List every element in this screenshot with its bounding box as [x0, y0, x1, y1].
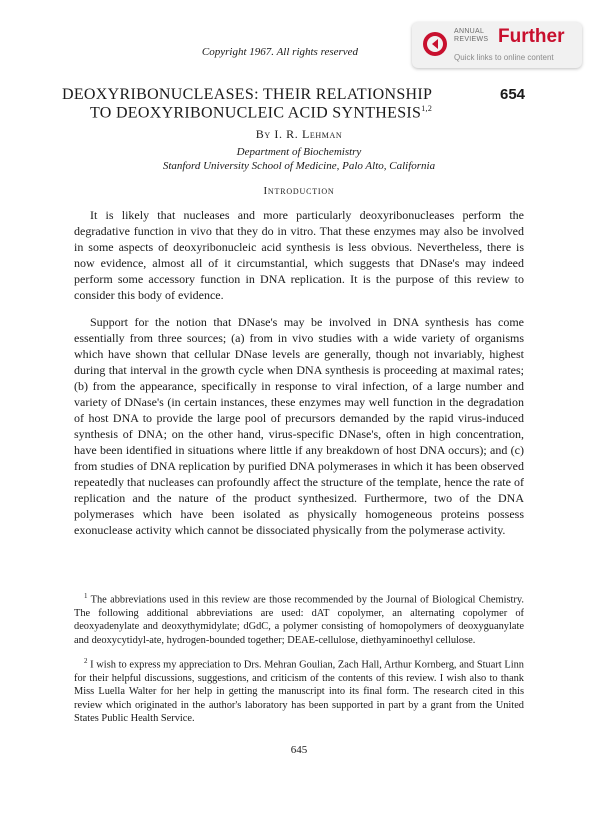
body-paragraph-1 [74, 207, 524, 303]
footnote-1-text: The abbreviations used in this review are those recommended by the Journal of Biological Chemistry. The following additional abbreviations are used: dAT copolymer, an alternating copolymer of deoxyadenylate and deoxythymidylate; dGdC, a polymer consisting of homopolymers of deoxyguanylate and deoxycytidyl-ate, hydrogen-bounded together; DEAE-cellulose, diethyaminoethyl cellulose. [74, 594, 524, 646]
badge-tagline: Quick links to online content [454, 53, 554, 62]
footnote-2-mark: 2 [84, 657, 88, 665]
title-line-2-text: TO DEOXYRIBONUCLEIC ACID SYNTHESIS [90, 104, 422, 122]
author-byline: By I. R. Lehman [255, 127, 343, 141]
badge-brand: Further [498, 26, 565, 47]
footnote-2 [74, 655, 524, 726]
title-line-2 [90, 104, 432, 122]
badge-annual-text: ANNUAL [454, 28, 485, 35]
title-line-1: DEOXYRIBONUCLEASES: THEIR RELATIONSHIP [62, 86, 433, 103]
page-number-link[interactable]: 654 [500, 86, 526, 103]
paragraph-text: Support for the notion that DNase's may be involved in DNA synthesis has come essentially from three sources; (a) from in vivo studies with a wide variety of organisms which have shown that cellular DNase levels are generally, though not invariably, highest during that interval in the growth cycle when DNA synthesis is proceeding at maximal rates; (b) from the appearance, specifically in response to viral infection, of a large number and variety of DNase's (in certain instances, these enzymes may well function in the degradation of host DNA to provide the large pool of precursors demanded by the rapid virus-induced synthesis of DNA; on the other hand, virus-specific DNase's, often in high concentration, have been identified in situations where little if any breakdown of host DNA occurs); and (c) from studies of DNA replication by purified DNA polymerases in which it has been observed repeatedly that nucleases can profoundly affect the structure of the template, hence the rate of replication and the nature of the product synthesized. Furthermore, two of the DNA polymerases which have been isolated as physically homogeneous proteins possess exonuclease activity which cannot be dissociated physically from the polymerase activity. [74, 315, 524, 537]
footnote-1 [74, 590, 524, 647]
footer-page-number: 645 [290, 744, 308, 756]
further-badge[interactable] [412, 22, 582, 68]
footnote-1-mark: 1 [84, 592, 88, 600]
copyright-line: Copyright 1967. All rights reserved [201, 46, 359, 58]
body-paragraph-2 [74, 314, 524, 538]
department: Department of Biochemistry [236, 146, 362, 158]
section-heading: Introduction [263, 185, 335, 197]
title-footnote-marks: 1,2 [421, 104, 433, 113]
paragraph-text: It is likely that nucleases and more particularly deoxyribonucleases perform the degradative function in vivo that they do in vitro. That these enzymes may also be involved in some aspects of deoxyribonucleic acid synthesis is less obvious. Nevertheless, there is now evidence, almost all of it circumstantial, which suggests that DNase's may indeed perform some accessory function in DNA replication. It is the purpose of this review to consider this body of evidence. [74, 208, 524, 302]
badge-reviews-text: REVIEWS [454, 36, 489, 43]
institution: Stanford University School of Medicine, Palo Alto, California [162, 160, 436, 172]
footnote-2-text: I wish to express my appreciation to Drs. Mehran Goulian, Zach Hall, Arthur Kornberg, and Stuart Linn for their helpful discussions, suggestions, and criticism of the contents of this review. I wish also to thank Miss Luella Walter for her help in getting the manuscript into its final form. The research cited in this review which originated in the author's laboratory has been supported in part by a grant from the United States Public Health Service. [74, 659, 524, 725]
